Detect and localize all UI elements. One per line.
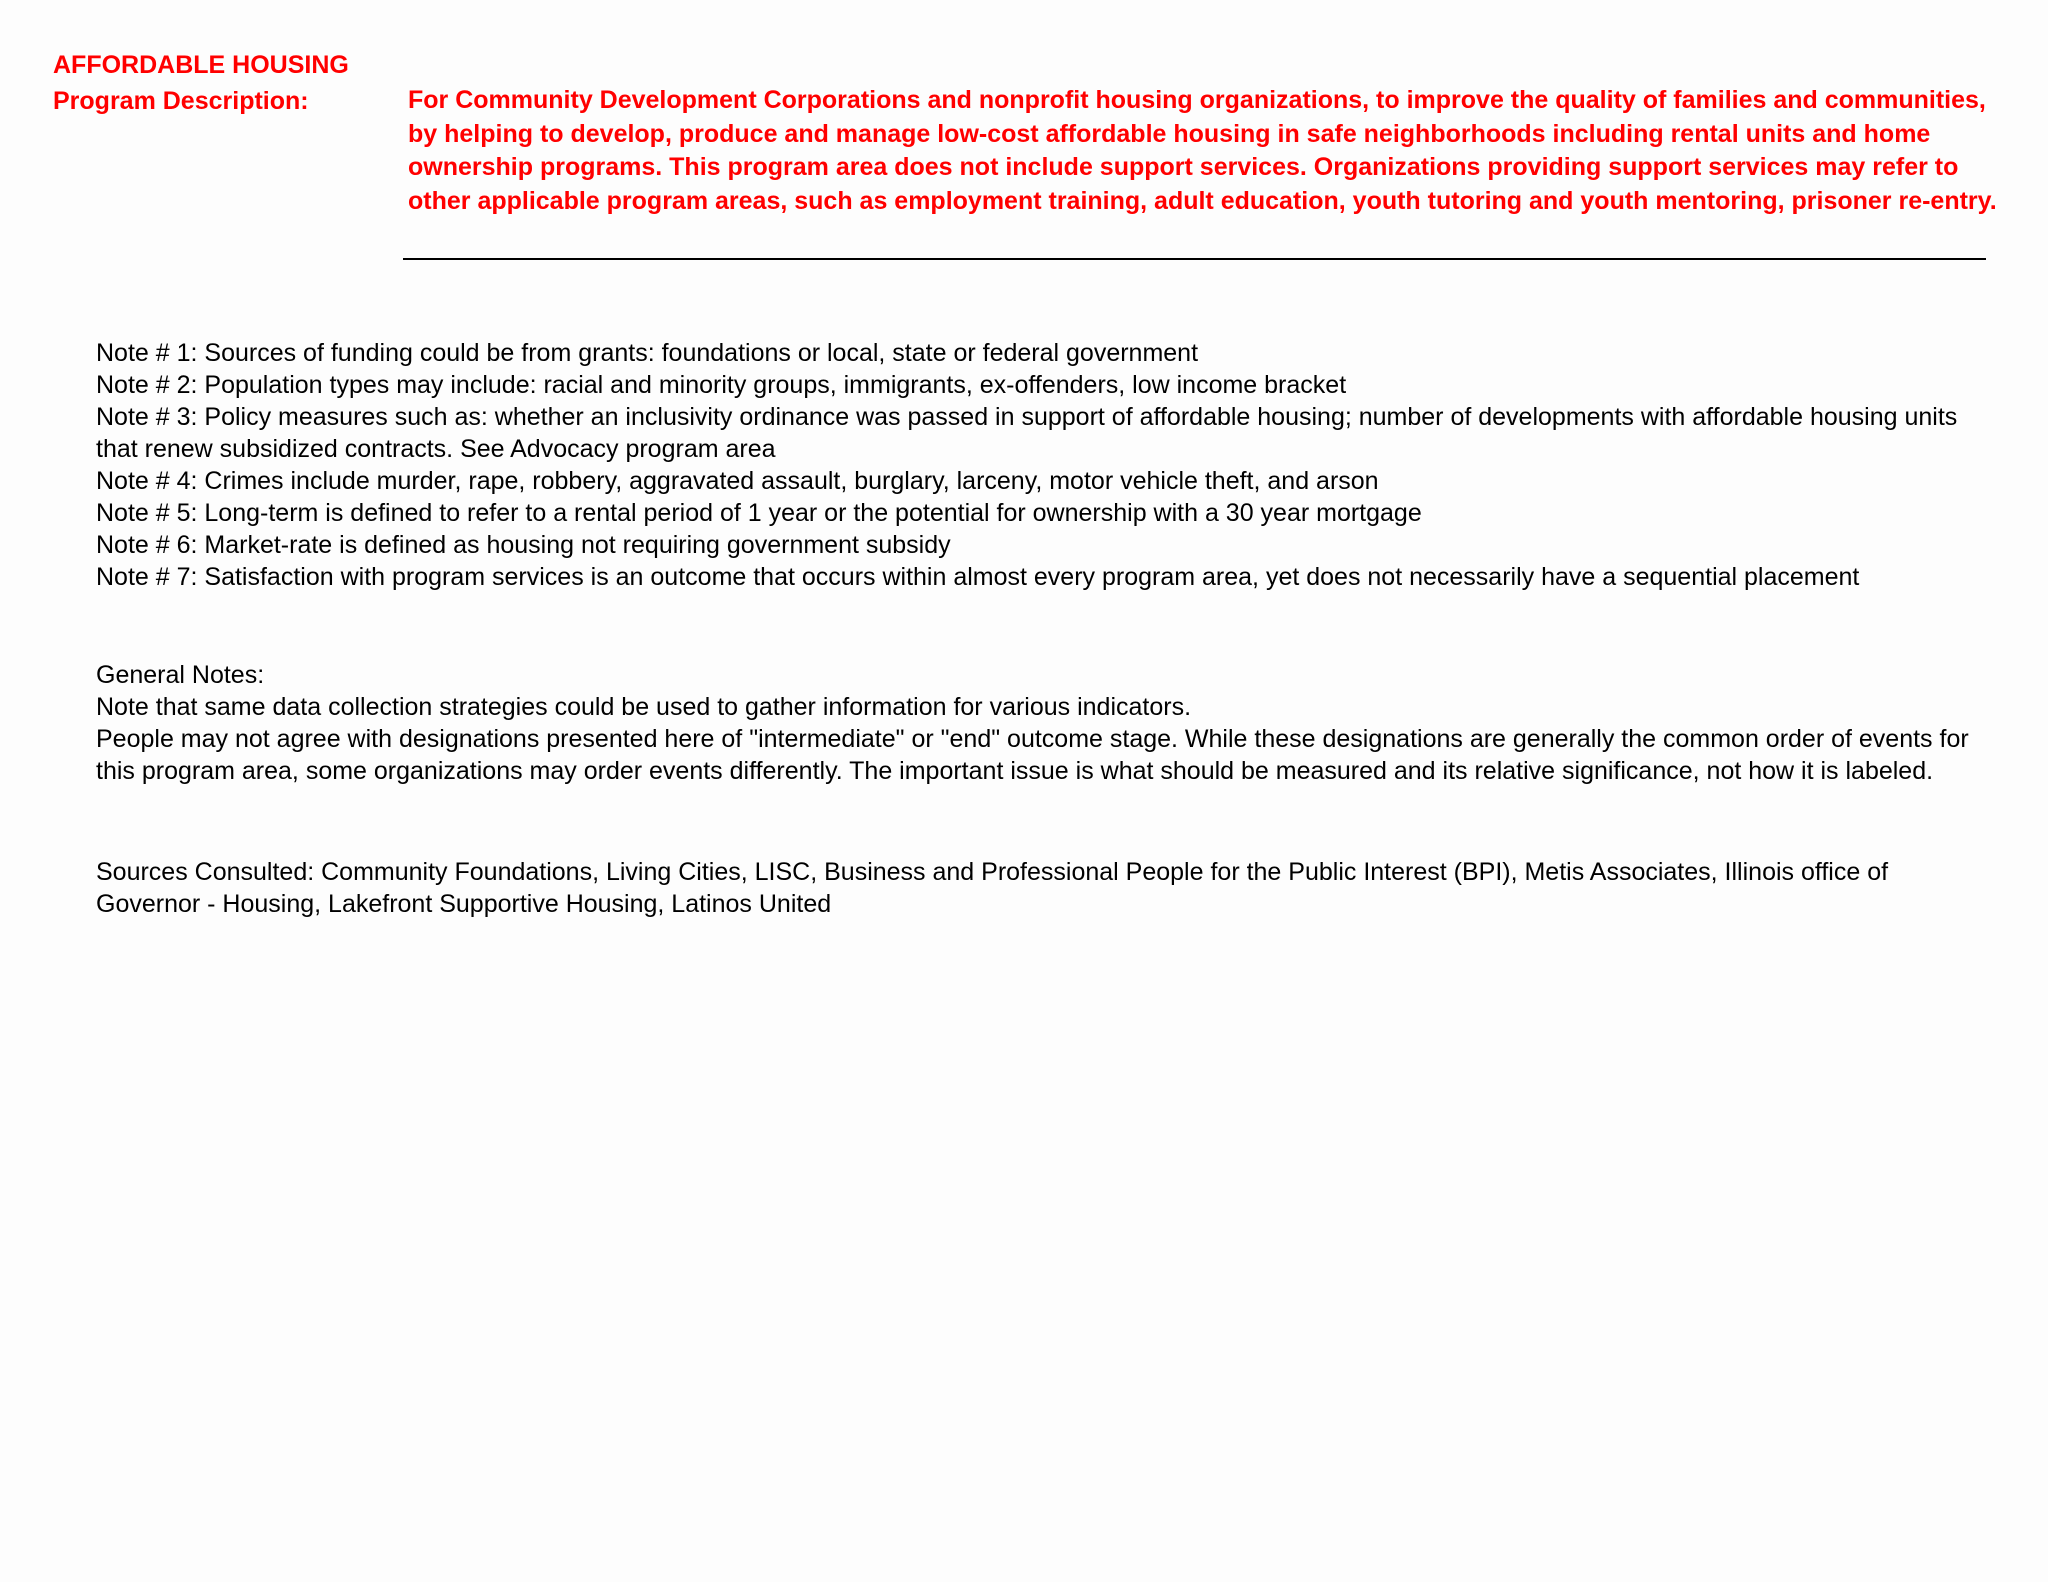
notes-list: [96, 337, 1996, 593]
page-title: AFFORDABLE HOUSING: [53, 51, 349, 79]
description-divider: [403, 258, 1986, 260]
note-item: Note # 7: Satisfaction with program services is an outcome that occurs within almost every program area, yet does not necessarily have a sequential placement: [96, 563, 1860, 591]
program-description-text: For Community Development Corporations and nonprofit housing organizations, to improve the quality of families and communities, by helping to develop, produce and manage low-cost affordable housing in safe neighborhoods including rental units and home ownership programs. This program area does not include support services. Organizations providing support services may refer to other applicable program areas, such as employment training, adult education, youth tutoring and youth mentoring, prisoner re-entry.: [408, 86, 1997, 215]
sources-consulted: [96, 856, 1986, 920]
general-note-line: Note that same data collection strategies could be used to gather information for various indicators.: [96, 693, 1192, 721]
note-item: Note # 1: Sources of funding could be from grants: foundations or local, state or federal government: [96, 339, 1199, 367]
general-note-line: People may not agree with designations presented here of "intermediate" or "end" outcome stage. While these designations are generally the common order of events for this program area, some organizations may order events differently. The important issue is what should be measured and its relative significance, not how it is labeled.: [96, 725, 1969, 785]
note-item: Note # 3: Policy measures such as: whether an inclusivity ordinance was passed in support of affordable housing; number of developments with affordable housing units that renew subsidized contracts. See Advocacy program area: [96, 403, 1958, 463]
general-notes-heading: General Notes:: [96, 661, 265, 689]
program-description-label: Program Description:: [53, 87, 309, 115]
note-item: Note # 2: Population types may include: racial and minority groups, immigrants, ex-offenders, low income bracket: [96, 371, 1347, 399]
note-item: Note # 6: Market-rate is defined as housing not requiring government subsidy: [96, 531, 951, 559]
sources-text: Sources Consulted: Community Foundations, Living Cities, LISC, Business and Professional People for the Public Interest (BPI), Metis Associates, Illinois office of Governor - Housing, Lakefront Supportive Housing, Latinos United: [96, 858, 1889, 918]
note-item: Note # 5: Long-term is defined to refer to a rental period of 1 year or the potential for ownership with a 30 year mortgage: [96, 499, 1422, 527]
note-item: Note # 4: Crimes include murder, rape, robbery, aggravated assault, burglary, larceny, motor vehicle theft, and arson: [96, 467, 1379, 495]
general-notes: [96, 659, 1986, 787]
